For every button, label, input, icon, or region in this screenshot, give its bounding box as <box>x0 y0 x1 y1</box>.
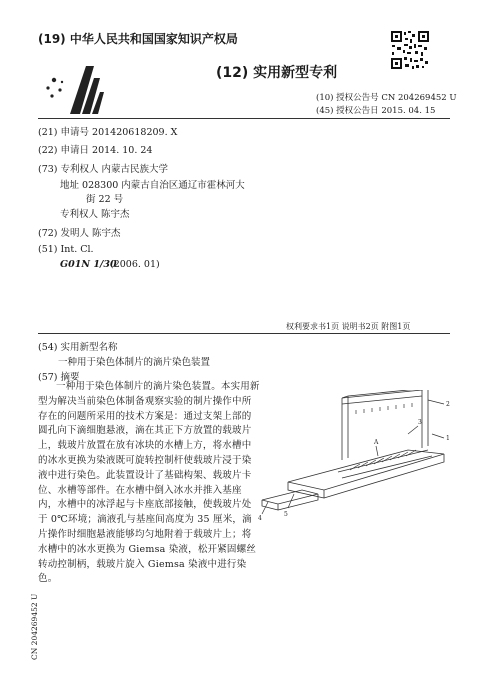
publication-date: (45) 授权公告日 2015. 04. 15 <box>316 106 436 116</box>
drawing-label: 3 <box>418 419 422 426</box>
side-publication-code: CN 204269452 U <box>30 593 39 660</box>
abstract-label: (57) 摘要 <box>38 372 80 383</box>
int-cl-code: G01N 1/30 <box>60 259 117 270</box>
patentee: (73) 专利权人 内蒙古民族大学 <box>38 164 169 175</box>
drawing-label: A <box>374 439 379 446</box>
title-label: (54) 实用新型名称 <box>38 342 118 353</box>
office-name: (19) 中华人民共和国国家知识产权局 <box>38 32 238 46</box>
drawing-label: 5 <box>284 511 288 518</box>
application-date: (22) 申请日 2014. 10. 24 <box>38 145 153 156</box>
document-type: (12) 实用新型专利 <box>216 65 338 81</box>
int-cl-label: (51) Int. Cl. <box>38 244 94 255</box>
drawing-label: 4 <box>258 515 262 520</box>
page-counts: 权利要求书1页 说明书2页 附图1页 <box>286 322 411 331</box>
publication-number: (10) 授权公告号 CN 204269452 U <box>316 93 457 103</box>
address-line-2: 街 22 号 <box>86 194 124 205</box>
inventor: (72) 发明人 陈宇杰 <box>38 228 121 239</box>
int-cl-year: (2006. 01) <box>110 259 160 270</box>
application-number: (21) 申请号 201420618209. X <box>38 127 178 138</box>
body-divider <box>38 333 450 334</box>
utility-model-title: 一种用于染色体制片的滴片染色装置 <box>58 357 211 368</box>
device-drawing <box>258 390 458 520</box>
patent-office-logo-icon <box>40 58 112 118</box>
header-divider <box>38 118 450 119</box>
drawing-label: 2 <box>446 401 450 408</box>
second-patentee: 专利权人 陈宇杰 <box>60 209 130 220</box>
abstract-text: 一种用于染色体制片的滴片染色装置。本实用新型为解决当前染色体制备观察实验的制片操作中所存在的问题所采用的技术方案是：通过支架上部的圆孔向下滴细胞悬液，滴在其正下方放置的载玻片上，载玻片放置在放有冰块的水槽上方，将水槽中的冰水更换为染液既可旋转控制杆使载玻片浸于染液中进行染色。此装置设计了基础构架、载玻片卡位、水槽等部件。在水槽中倒入冰水并推入基座内，水槽中的冰浮起与卡座底部接触，使载玻片处于 0℃环境；滴液孔与基座间高度为 35 厘米，滴片操作时细胞悬液能够均匀地附着于载玻片上；将水槽中的冰水更换为 Giemsa 染液，松开紧固螺丝转动控制柄，载玻片旋入 Giemsa 染液中进行染色。 <box>38 381 260 585</box>
drawing-label: 1 <box>446 435 450 442</box>
address-line-1: 地址 028300 内蒙古自治区通辽市霍林河大 <box>60 180 245 191</box>
qr-code-icon <box>390 30 430 70</box>
